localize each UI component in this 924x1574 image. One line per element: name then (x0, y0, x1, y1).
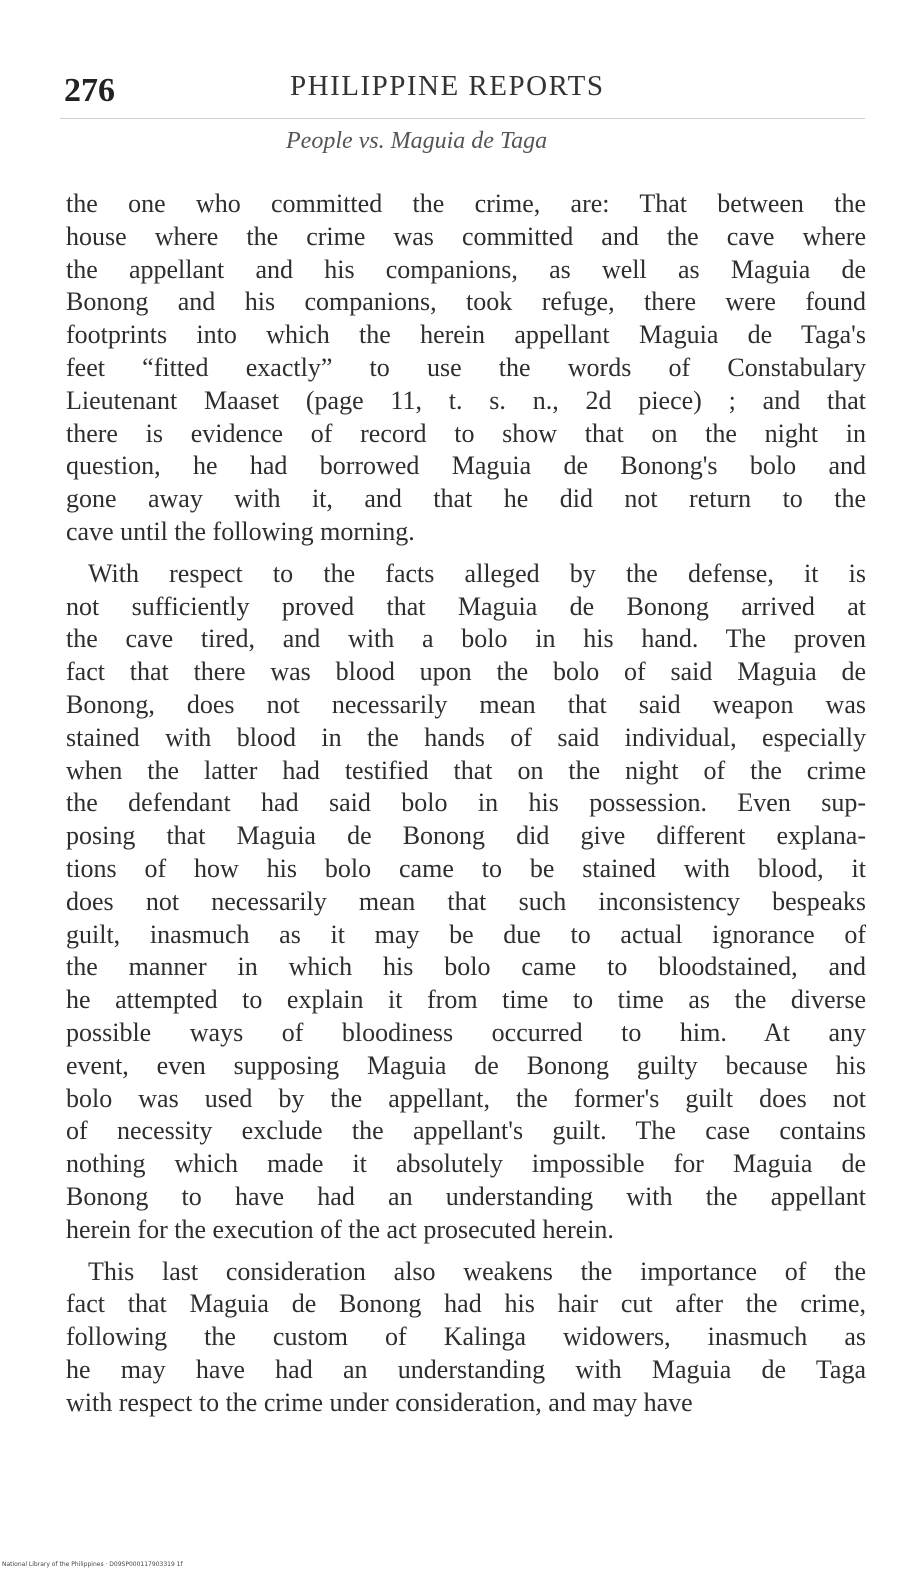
case-title: People vs. Maguia de Taga (286, 128, 548, 154)
text-line: cave until the following morning. (66, 516, 415, 546)
text-line: does not necessarily mean that such inconsistency bespeaks (66, 886, 866, 916)
text-line: fact that Maguia de Bonong had his hair cut after the crime, (66, 1289, 866, 1319)
text-line: event, even supposing Maguia de Bonong guilty because his (66, 1050, 866, 1080)
text-line: he attempted to explain it from time to time as the diverse (66, 985, 866, 1015)
text-line: the manner in which his bolo came to bloodstained, and (66, 952, 866, 982)
text-line: Bonong and his companions, took refuge, there were found (66, 287, 866, 317)
text-line: possible ways of bloodiness occurred to him. At any (66, 1017, 866, 1047)
text-line: guilt, inasmuch as it may be due to actual ignorance of (66, 919, 866, 949)
text-line: Bonong to have had an understanding with the appellant (66, 1181, 866, 1211)
paragraph-gap (66, 549, 866, 558)
text-line: when the latter had testified that on the night of the crime (66, 755, 866, 785)
text-line: he may have had an understanding with Maguia de Taga (66, 1354, 866, 1384)
paragraph (66, 1256, 866, 1420)
page-number: 276 (64, 72, 115, 109)
text-line: gone away with it, and that he did not return to the (66, 484, 866, 514)
text-line: bolo was used by the appellant, the former's guilt does not (66, 1083, 866, 1113)
text-line: With respect to the facts alleged by the defense, it is (88, 558, 866, 588)
text-line: of necessity exclude the appellant's guilt. The case contains (66, 1116, 866, 1146)
running-title: PHILIPPINE REPORTS (290, 70, 605, 102)
text-line: This last consideration also weakens the importance of the (88, 1256, 866, 1286)
header-rule (60, 118, 865, 119)
text-line: stained with blood in the hands of said individual, especially (66, 722, 866, 752)
text-line: nothing which made it absolutely impossible for Maguia de (66, 1149, 866, 1179)
text-line: there is evidence of record to show that on the night in (66, 418, 866, 448)
text-line: feet “fitted exactly” to use the words of Constabulary (66, 352, 866, 382)
paragraph (66, 558, 866, 1247)
text-line: tions of how his bolo came to be stained with blood, it (66, 853, 866, 883)
text-line: footprints into which the herein appellant Maguia de Taga's (66, 320, 866, 350)
text-line: the appellant and his companions, as well as Maguia de (66, 254, 866, 284)
text-line: herein for the execution of the act prosecuted herein. (66, 1214, 614, 1244)
text-line: the defendant had said bolo in his possession. Even sup- (66, 788, 866, 818)
body-text (66, 188, 866, 1419)
paragraph-gap (66, 1247, 866, 1256)
text-line: with respect to the crime under consideration, and may have (66, 1387, 693, 1417)
text-line: following the custom of Kalinga widowers, inasmuch as (66, 1322, 866, 1352)
text-line: Lieutenant Maaset (page 11, t. s. n., 2d piece) ; and that (66, 385, 866, 415)
library-footer: National Library of the Philippines · D09SP000117903319 1f (2, 1561, 183, 1568)
text-line: fact that there was blood upon the bolo of said Maguia de (66, 657, 866, 687)
text-line: the cave tired, and with a bolo in his hand. The proven (66, 624, 866, 654)
text-line: not sufficiently proved that Maguia de Bonong arrived at (66, 591, 866, 621)
text-line: the one who committed the crime, are: That between the (66, 189, 866, 218)
paragraph (66, 188, 866, 549)
text-line: house where the crime was committed and the cave where (66, 221, 866, 251)
text-line: Bonong, does not necessarily mean that said weapon was (66, 689, 866, 719)
text-line: question, he had borrowed Maguia de Bonong's bolo and (66, 451, 866, 481)
text-line: posing that Maguia de Bonong did give different explana- (66, 821, 866, 851)
